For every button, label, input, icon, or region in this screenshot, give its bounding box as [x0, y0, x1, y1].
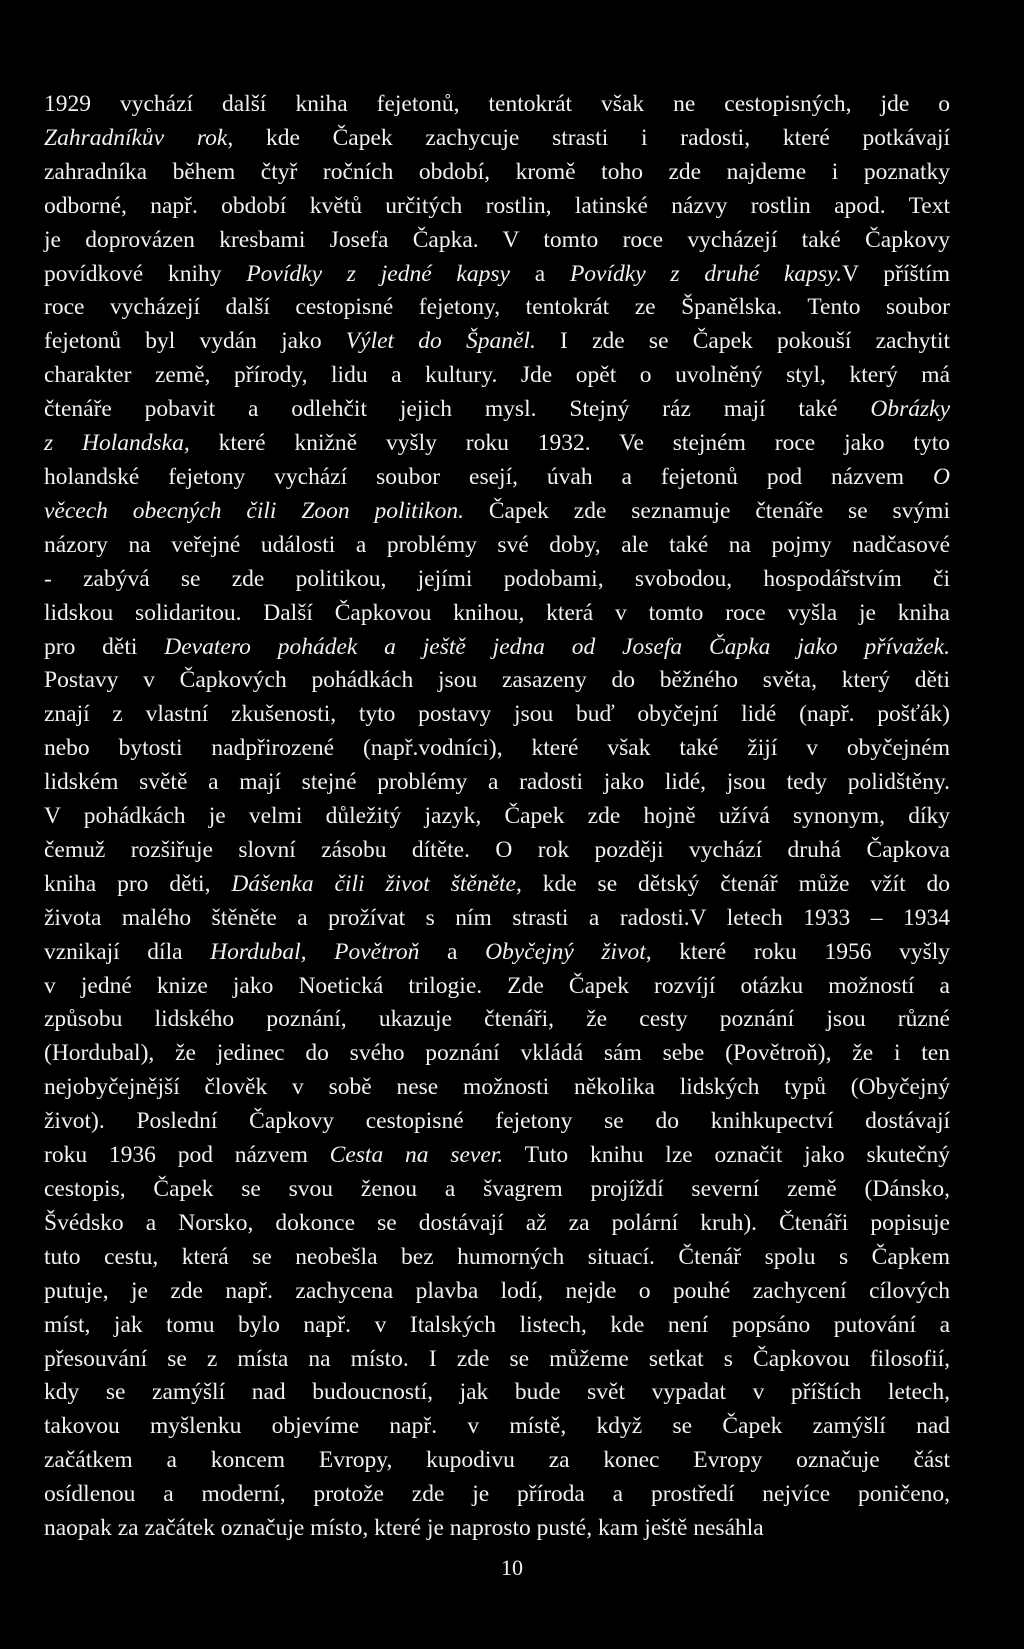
text-segment: , kde se dětský čtenář může vžít do [515, 870, 950, 897]
text-segment: názory na veřejné události a problémy své doby, ale také na pojmy nadčasové [44, 531, 950, 558]
text-segment: - zabývá se zde politikou, jejími podobami, svobodou, hospodářstvím či [44, 565, 950, 592]
text-segment: lidském světě a mají stejné problémy a radosti jako lidé, jsou tedy polidštěny. [44, 769, 950, 796]
page-number: 10 [501, 1555, 523, 1580]
text-line [44, 834, 950, 868]
text-segment: Švédsko a Norsko, dokonce se dostávají až za polární kruh). Čtenáři popisuje [44, 1209, 950, 1236]
text-segment: Čapek zde seznamuje čtenáře se svými [463, 497, 950, 524]
text-segment: přesouvání se z místa na místo. I zde se můžeme setkat s Čapkovou filosofií, [44, 1345, 950, 1372]
text-segment: způsobu lidského poznání, ukazuje čtenáři, že cesty poznání jsou různé [44, 1006, 950, 1033]
text-line [44, 122, 950, 156]
text-line [44, 1003, 950, 1037]
text-line [44, 427, 950, 461]
text-line [44, 156, 950, 190]
italic-title: Povídky z jedné kapsy [246, 260, 510, 287]
text-line [44, 597, 950, 631]
text-line [44, 936, 950, 970]
text-segment: cestopis, Čapek se svou ženou a švagrem projíždí severní země (Dánsko, [44, 1176, 950, 1202]
text-segment: I zde se Čapek pokouší zachytit [535, 328, 950, 355]
text-segment: a [509, 260, 570, 287]
text-segment: odborné, např. období květů určitých rostlin, latinské názvy rostlin apod. Text [44, 192, 950, 219]
text-line [44, 563, 950, 597]
text-segment: naopak za začátek označuje místo, které je naprosto pusté, kam ještě nesáhla [44, 1515, 764, 1542]
text-segment: vznikají díla [44, 938, 211, 965]
text-segment: zahradníka během čtyř ročních období, kromě toho zde najdeme i poznatky [44, 158, 950, 185]
text-segment: roce vycházejí další cestopisné fejetony, tentokrát ze Španělska. Tento soubor [44, 294, 950, 321]
text-line [44, 868, 950, 902]
text-segment: kdy se zamýšlí nad budoucností, jak bude svět vypadat v příštích letech, [44, 1379, 950, 1406]
text-segment: Tuto knihu lze označit jako skutečný [503, 1142, 950, 1169]
text-line [44, 1410, 950, 1444]
text-segment: charakter země, přírody, lidu a kultury. Jde opět o uvolněný styl, který má [44, 362, 950, 389]
italic-title: Výlet do Španěl. [345, 328, 536, 355]
text-segment: fejetonů byl vydán jako [44, 328, 346, 355]
text-segment: a [419, 938, 486, 965]
text-line [44, 1275, 950, 1309]
text-segment: znají z vlastní zkušenosti, tyto postavy jsou buď obyčejní lidé (např. pošťák) [44, 701, 950, 728]
text-segment: , které roku 1956 vyšly [645, 938, 951, 965]
text-segment: tuto cestu, která se neobešla bez humorných situací. Čtenář spolu s Čapkem [44, 1243, 950, 1270]
text-line [44, 631, 950, 665]
text-segment: putuje, je zde např. zachycena plavba lodí, nejde o pouhé zachycení cílových [44, 1277, 950, 1304]
text-line [44, 258, 950, 292]
text-line [44, 1207, 950, 1241]
text-segment: které knižně vyšly roku 1932. Ve stejném roce jako tyto [189, 430, 950, 457]
text-line [44, 800, 950, 834]
text-segment: , kde Čapek zachycuje strasti i radosti, které potkávají [227, 124, 950, 151]
text-line [44, 1139, 950, 1173]
italic-title: Hordubal, Povětroň [210, 938, 420, 965]
text-segment: čemuž rozšiřuje slovní zásobu dítěte. O rok později vychází druhá Čapkova [44, 836, 950, 863]
italic-title: Dášenka čili život štěněte [231, 870, 516, 897]
text-segment: Postavy v Čapkových pohádkách jsou zasazeny do běžného světa, který děti [44, 667, 950, 694]
italic-title: Povídky z druhé kapsy. [569, 260, 843, 287]
text-line [44, 902, 950, 936]
text-segment: života malého štěněte a prožívat s ním strasti a radosti.V letech 1933 – 1934 [44, 904, 950, 931]
text-line [44, 224, 950, 258]
text-segment: čtenáře pobavit a odlehčit jejich mysl. Stejný ráz mají také [44, 396, 871, 423]
text-line [44, 190, 950, 224]
text-line [44, 766, 950, 800]
text-line [44, 1105, 950, 1139]
text-segment: V pohádkách je velmi důležitý jazyk, Čapek zde hojně užívá synonym, díky [44, 803, 950, 830]
text-line [44, 970, 950, 1004]
text-segment: nejobyčejnější člověk v sobě nese možnosti několika lidských typů (Obyčejný [44, 1074, 950, 1101]
text-segment: V příštím [842, 260, 950, 287]
text-line [44, 1343, 950, 1377]
italic-title: z Holandska, [44, 430, 190, 457]
italic-title: Zahradníkův rok [44, 124, 228, 151]
text-line [44, 359, 950, 393]
text-line [44, 664, 950, 698]
text-line [44, 1309, 950, 1343]
text-segment: míst, jak tomu bylo např. v Italských listech, kde není popsáno putování a [44, 1311, 950, 1338]
text-segment: takovou myšlenku objevíme např. v místě, když se Čapek zamýšlí nad [44, 1413, 950, 1440]
text-segment: roku 1936 pod názvem [44, 1142, 330, 1169]
text-line [44, 325, 950, 359]
text-line [44, 1512, 950, 1546]
text-line [44, 732, 950, 766]
text-line [44, 1241, 950, 1275]
text-line [44, 529, 950, 563]
text-segment: nebo bytosti nadpřirozené (např.vodníci), které však také žijí v obyčejném [44, 735, 950, 762]
text-line [44, 698, 950, 732]
text-line [44, 461, 950, 495]
text-line [44, 495, 950, 529]
italic-title: Devatero pohádek a ještě jedna od Josefa Čapka jako přívažek. [164, 633, 950, 660]
text-segment: holandské fejetony vychází soubor esejí, úvah a fejetonů pod názvem [44, 463, 934, 490]
text-segment: osídlenou a moderní, protože zde je příroda a prostředí nejvíce poničeno, [44, 1481, 950, 1508]
italic-title: O [933, 463, 950, 490]
italic-title: věcech obecných čili Zoon politikon. [44, 497, 464, 524]
text-segment: povídkové knihy [44, 260, 247, 287]
text-segment: v jedné knize jako Noetická trilogie. Zde Čapek rozvíjí otázku možností a [44, 972, 950, 999]
text-line [44, 88, 950, 122]
text-line [44, 1037, 950, 1071]
text-segment: lidskou solidaritou. Další Čapkovou knihou, která v tomto roce vyšla je kniha [44, 599, 950, 626]
text-line [44, 1071, 950, 1105]
text-segment: začátkem a koncem Evropy, kupodivu za konec Evropy označuje část [44, 1447, 950, 1474]
italic-title: Obyčejný život [485, 938, 646, 965]
text-segment: 1929 vychází další kniha fejetonů, tentokrát však ne cestopisných, jde o [44, 91, 950, 117]
body-text [44, 88, 950, 1546]
text-line [44, 291, 950, 325]
text-segment: kniha pro děti, [44, 870, 232, 897]
italic-title: Obrázky [870, 396, 950, 423]
text-line [44, 1478, 950, 1512]
text-line [44, 393, 950, 427]
italic-title: Cesta na sever. [329, 1142, 504, 1169]
text-line [44, 1444, 950, 1478]
text-segment: pro děti [44, 633, 165, 660]
text-line [44, 1376, 950, 1410]
text-segment: je doprovázen kresbami Josefa Čapka. V tomto roce vycházejí také Čapkovy [44, 226, 950, 253]
text-segment: život). Poslední Čapkovy cestopisné fejetony se do knihkupectví dostávají [44, 1108, 950, 1135]
text-line [44, 1173, 950, 1207]
text-segment: (Hordubal), že jedinec do svého poznání vkládá sám sebe (Povětroň), že i ten [44, 1040, 950, 1067]
